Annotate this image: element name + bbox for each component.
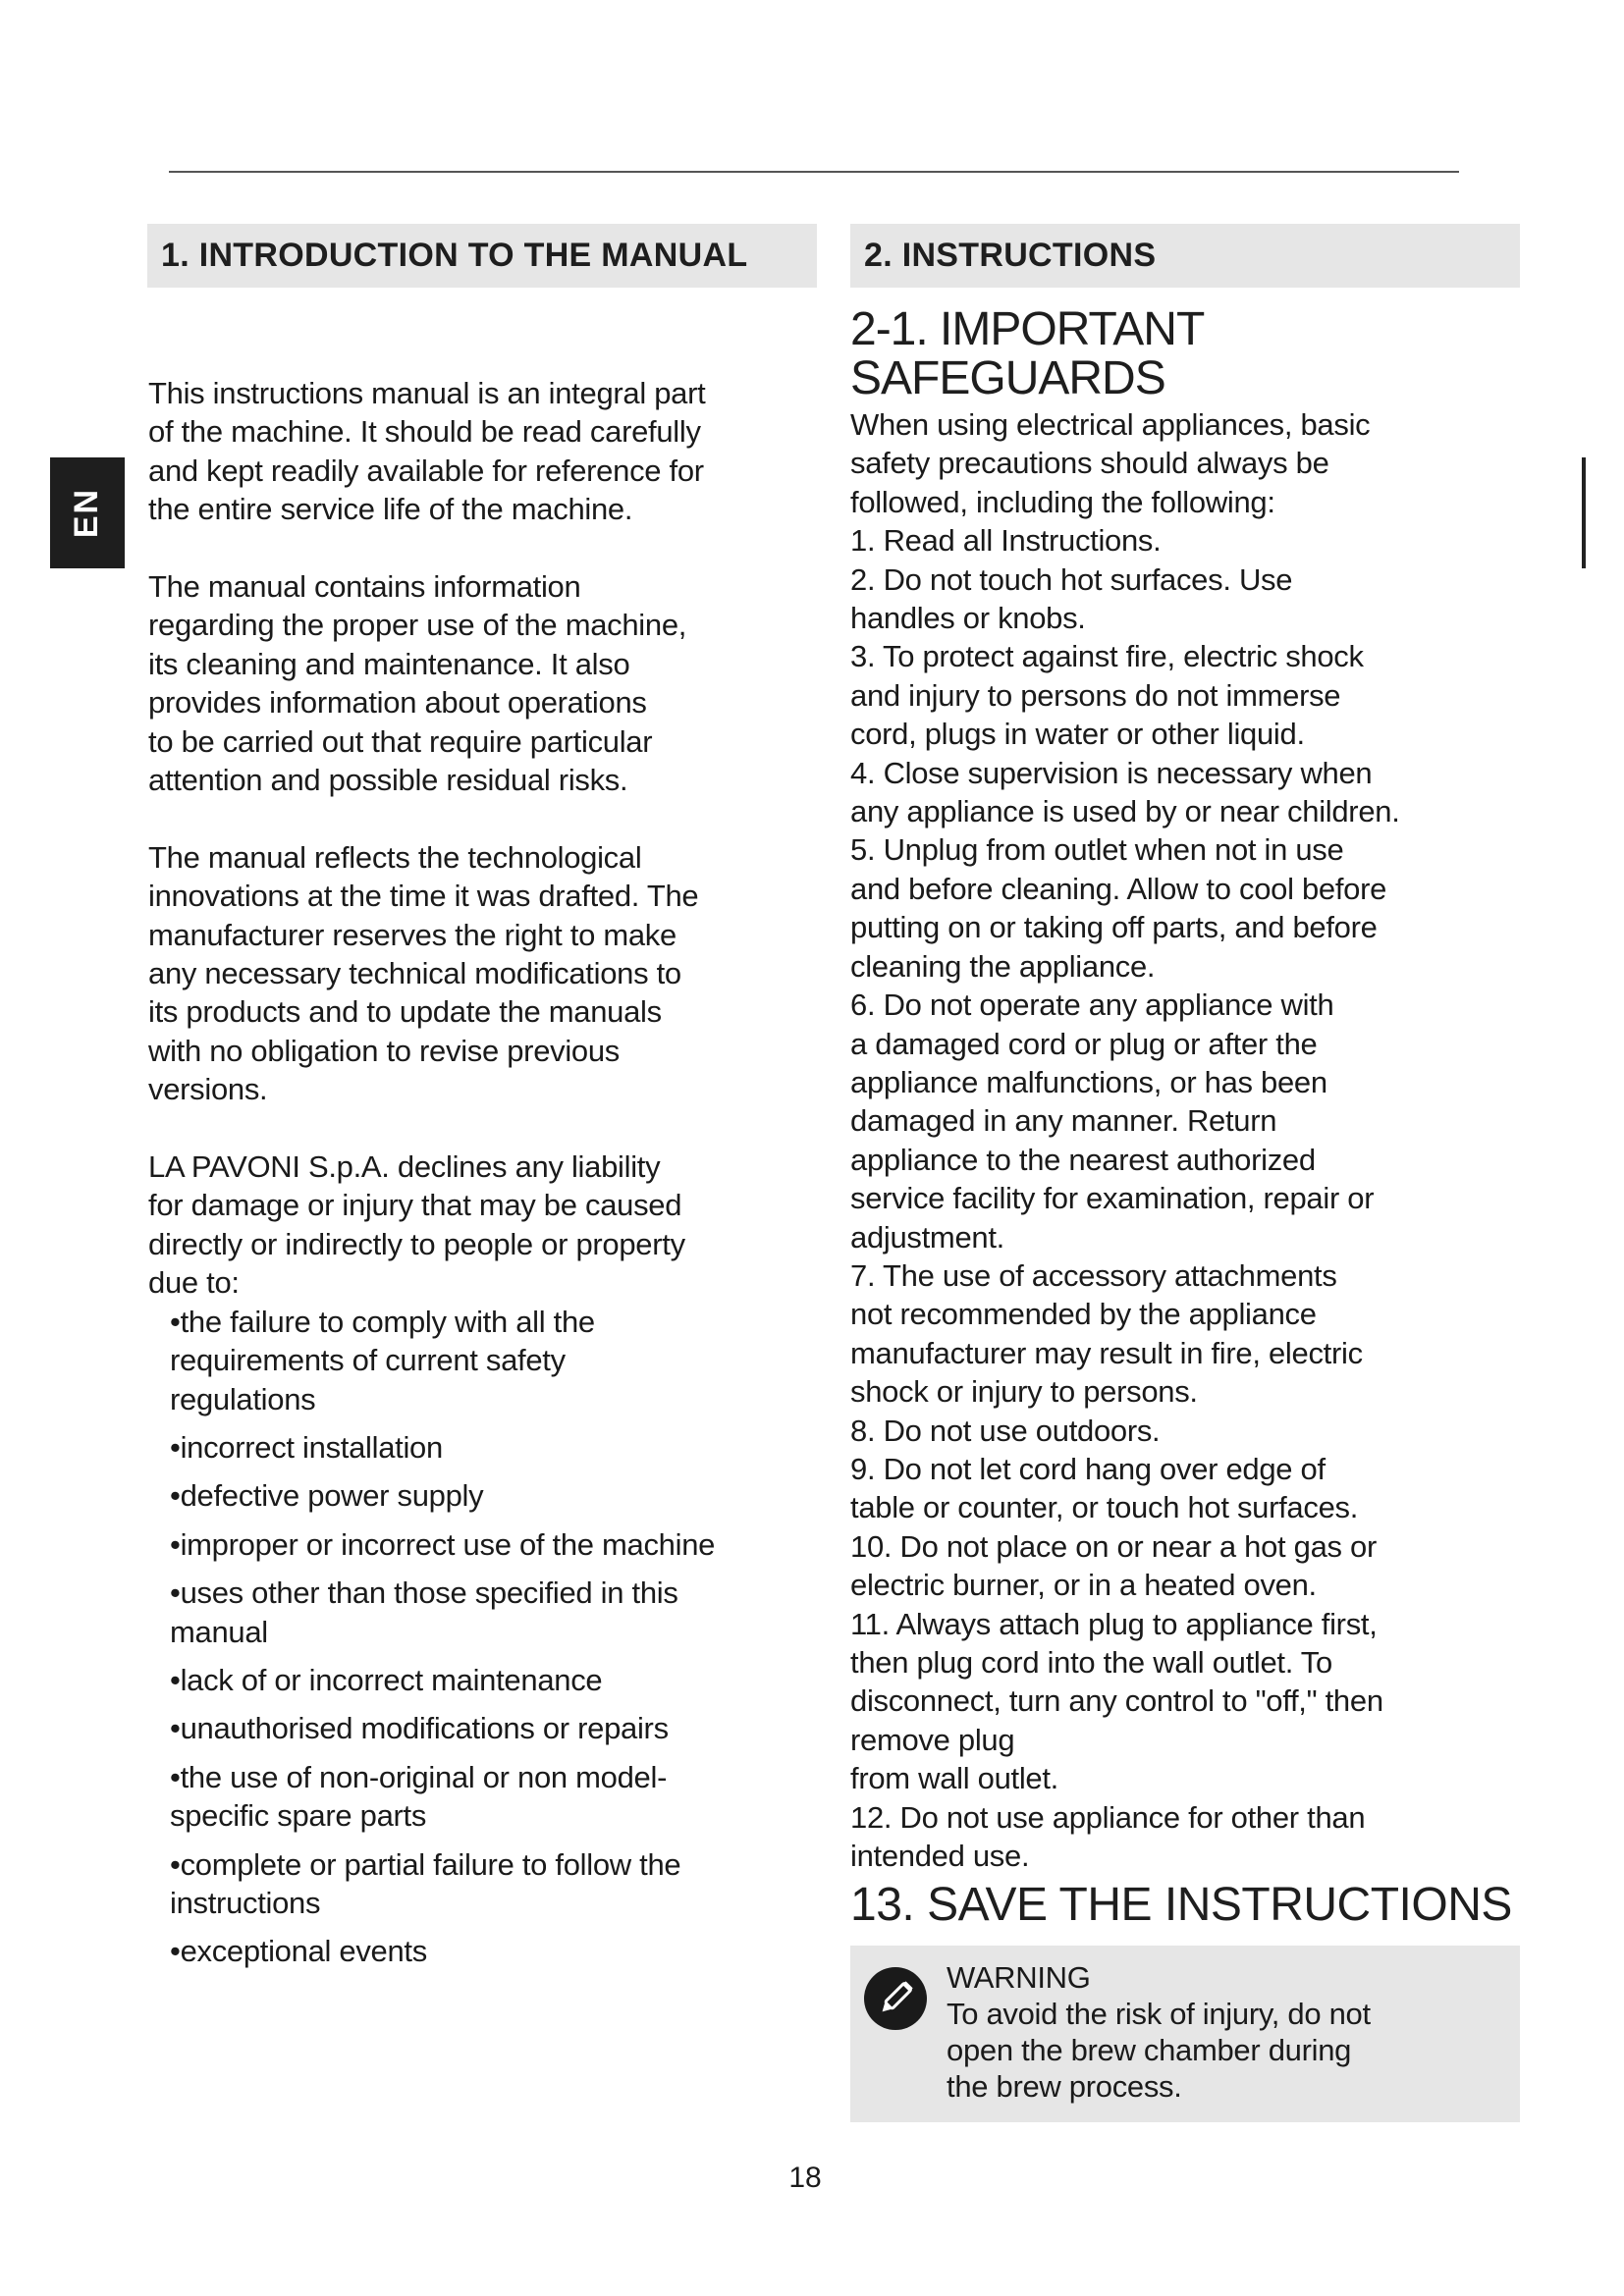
text-line: • defective power supply <box>170 1476 817 1515</box>
warning-box <box>850 1946 1520 2122</box>
text-line: 8. Do not use outdoors. <box>850 1413 1161 1448</box>
list-item <box>170 1932 817 1970</box>
text-line: attention and possible residual risks. <box>148 763 628 798</box>
text-line: handles or knobs. <box>850 601 1086 636</box>
text-line: manufacturer reserves the right to make <box>148 917 677 952</box>
text-line: • complete or partial failure to follow the <box>170 1845 817 1884</box>
text-line: to be carried out that require particular <box>148 723 653 759</box>
text-line: putting on or taking off parts, and before <box>850 910 1378 945</box>
liability-causes-list <box>170 1303 817 1971</box>
text-line: and before cleaning. Allow to cool before <box>850 871 1387 906</box>
header-rule <box>169 171 1459 173</box>
text-line: electric burner, or in a heated oven. <box>850 1568 1317 1603</box>
list-item <box>170 1845 817 1923</box>
text-line: 1. Read all Instructions. <box>850 523 1162 559</box>
text-line: This instructions manual is an integral part <box>148 376 706 410</box>
introduction-body <box>148 374 817 1971</box>
text-line: innovations at the time it was drafted. The <box>148 879 699 914</box>
text-line: of the machine. It should be read carefully <box>148 414 701 450</box>
text-line: 11. Always attach plug to appliance first, <box>850 1606 1378 1641</box>
text-line: • the failure to comply with all the <box>170 1303 817 1341</box>
text-line: and kept readily available for reference for <box>148 453 704 488</box>
text-line: disconnect, turn any control to "off," then <box>850 1683 1383 1719</box>
text-line: The manual reflects the technological <box>148 839 642 875</box>
text-line: 7. The use of accessory attachments <box>850 1257 1337 1293</box>
text-line: • uses other than those specified in this <box>170 1574 817 1612</box>
text-line: due to: <box>148 1265 240 1301</box>
list-item <box>170 1661 817 1699</box>
list-item <box>170 1758 817 1836</box>
text-line: appliance malfunctions, or has been <box>850 1064 1327 1099</box>
text-line: provides information about operations <box>148 685 647 721</box>
text-line: intended use. <box>850 1839 1030 1874</box>
text-line: 2. Do not touch hot surfaces. Use <box>850 561 1293 597</box>
left-column <box>147 224 817 1981</box>
text-line: instructions <box>170 1885 321 1920</box>
warning-line: open the brew chamber during <box>947 2033 1352 2068</box>
text-line: • unauthorised modifications or repairs <box>170 1709 817 1747</box>
text-line: cord, plugs in water or other liquid. <box>850 717 1305 752</box>
text-line: followed, including the following: <box>850 484 1275 519</box>
text-line: requirements of current safety <box>170 1343 566 1378</box>
text-line: • improper or incorrect use of the machine <box>170 1525 817 1564</box>
text-line: appliance to the nearest authorized <box>850 1142 1316 1177</box>
text-line: • incorrect installation <box>170 1428 817 1467</box>
text-line: 10. Do not place on or near a hot gas or <box>850 1528 1378 1564</box>
text-line: 4. Close supervision is necessary when <box>850 755 1373 790</box>
warning-text <box>947 1959 1371 2105</box>
text-line: shock or injury to persons. <box>850 1374 1198 1410</box>
warning-title: WARNING <box>947 1960 1091 1996</box>
text-line: 3. To protect against fire, electric shock <box>850 639 1364 674</box>
paragraph <box>148 1148 817 1303</box>
paragraph <box>148 374 817 529</box>
text-line: damaged in any manner. Return <box>850 1103 1277 1139</box>
text-line: service facility for examination, repair or <box>850 1181 1375 1216</box>
text-line: manual <box>170 1614 268 1649</box>
text-line: then plug cord into the wall outlet. To <box>850 1645 1332 1680</box>
list-item <box>170 1574 817 1651</box>
safeguards-list <box>850 405 1520 1875</box>
text-line: its cleaning and maintenance. It also <box>148 646 630 681</box>
text-line: not recommended by the appliance <box>850 1297 1317 1332</box>
text-line: for damage or injury that may be caused <box>148 1188 682 1223</box>
text-line: directly or indirectly to people or property <box>148 1226 685 1261</box>
warning-line: the brew process. <box>947 2069 1182 2105</box>
list-item <box>170 1709 817 1747</box>
text-line: regarding the proper use of the machine, <box>148 608 687 643</box>
text-line: any appliance is used by or near children. <box>850 794 1400 829</box>
text-line: • lack of or incorrect maintenance <box>170 1661 817 1699</box>
text-line: LA PAVONI S.p.A. declines any liability <box>148 1149 661 1185</box>
text-line: regulations <box>170 1381 316 1416</box>
paragraph <box>148 567 817 799</box>
text-line: remove plug <box>850 1722 1015 1757</box>
section-heading-instructions: 2. INSTRUCTIONS <box>850 224 1520 288</box>
text-line: 9. Do not let cord hang over edge of <box>850 1451 1326 1486</box>
page-number: 18 <box>788 2162 822 2194</box>
text-line: When using electrical appliances, basic <box>850 407 1371 442</box>
text-line: manufacturer may result in fire, electric <box>850 1335 1363 1370</box>
list-item <box>170 1303 817 1418</box>
text-line: cleaning the appliance. <box>850 948 1156 984</box>
text-line: The manual contains information <box>148 569 581 605</box>
text-line: 5. Unplug from outlet when not in use <box>850 832 1344 868</box>
list-item <box>170 1525 817 1564</box>
text-line: safety precautions should always be <box>850 446 1329 481</box>
language-tab <box>50 457 125 568</box>
text-line: from wall outlet. <box>850 1761 1058 1796</box>
section-heading-introduction: 1. INTRODUCTION TO THE MANUAL <box>147 224 817 288</box>
list-item <box>170 1476 817 1515</box>
text-line: • exceptional events <box>170 1932 817 1970</box>
text-line: a damaged cord or plug or after the <box>850 1026 1318 1061</box>
text-line: specific spare parts <box>170 1798 427 1834</box>
text-line: the entire service life of the machine. <box>148 492 633 527</box>
text-line: with no obligation to revise previous <box>148 1033 621 1068</box>
text-line: table or counter, or touch hot surfaces. <box>850 1490 1359 1525</box>
page-edge-marker <box>1582 457 1586 568</box>
right-column <box>850 224 1520 2122</box>
pencil-icon <box>864 1967 927 2030</box>
paragraph <box>148 838 817 1109</box>
warning-line: To avoid the risk of injury, do not <box>947 1997 1371 2032</box>
text-line: adjustment. <box>850 1219 1004 1255</box>
text-line: its products and to update the manuals <box>148 994 662 1030</box>
text-line: versions. <box>148 1072 268 1107</box>
language-label: EN <box>68 487 106 539</box>
list-item <box>170 1428 817 1467</box>
text-line: 12. Do not use appliance for other than <box>850 1799 1366 1835</box>
text-line: and injury to persons do not immerse <box>850 677 1341 713</box>
text-line: any necessary technical modifications to <box>148 956 681 991</box>
text-line: 6. Do not operate any appliance with <box>850 988 1334 1023</box>
save-instructions-heading: 13. SAVE THE INSTRUCTIONS <box>850 1879 1512 1932</box>
safeguards-heading: 2-1. IMPORTANT SAFEGUARDS <box>850 303 1204 404</box>
text-line: • the use of non-original or non model- <box>170 1758 817 1796</box>
